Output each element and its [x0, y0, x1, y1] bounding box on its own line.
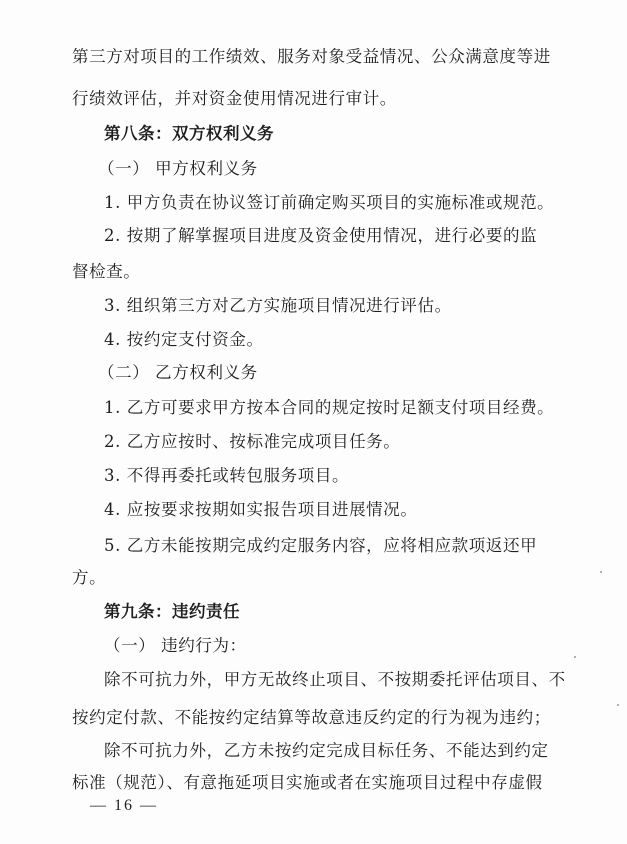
list-item: 4. 按约定支付资金。 — [104, 330, 264, 349]
list-item: 1. 乙方可要求甲方按本合同的规定按时足额支付项目经费。 — [104, 398, 555, 417]
subsection-heading: （一） 甲方权利义务 — [98, 159, 258, 178]
body-text-line: 行绩效评估，并对资金使用情况进行审计。 — [72, 89, 397, 108]
list-item: 2. 按期了解掌握项目进度及资金使用情况，进行必要的监 — [104, 226, 538, 245]
body-text-line: 除不可抗力外，甲方无故终止项目、不按期委托评估项目、不 — [104, 670, 566, 689]
list-item: 2. 乙方应按时、按标准完成项目任务。 — [104, 432, 401, 451]
subsection-heading: （二） 乙方权利义务 — [98, 363, 258, 382]
scan-speck — [600, 571, 602, 573]
body-text-line: 除不可抗力外，乙方未按约定完成目标任务、不能达到约定 — [104, 741, 549, 760]
list-item: 3. 组织第三方对乙方实施项目情况进行评估。 — [104, 296, 452, 315]
article-8-heading: 第八条：双方权利义务 — [104, 124, 274, 143]
subsection-heading: （一） 违约行为： — [104, 636, 247, 655]
scan-speck — [574, 656, 576, 658]
list-item: 3. 不得再委托或转包服务项目。 — [104, 466, 350, 485]
body-text-line: 督检查。 — [72, 262, 141, 281]
body-text-line: 方。 — [72, 568, 107, 587]
body-text-line: 按约定付款、不能按约定结算等故意违反约定的行为视为违约； — [72, 708, 551, 727]
list-item: 5. 乙方未能按期完成约定服务内容，应将相应款项返还甲 — [104, 536, 538, 555]
list-item: 1. 甲方负责在协议签订前确定购买项目的实施标准或规范。 — [104, 193, 555, 212]
body-text-line: 标准（规范）、有意拖延项目实施或者在实施项目过程中存虚假 — [72, 773, 543, 792]
list-item: 4. 应按要求按期如实报告项目进展情况。 — [104, 500, 418, 519]
page-number: — 16 — — [90, 797, 158, 814]
article-9-heading: 第九条：违约责任 — [104, 602, 240, 621]
body-text-line: 第三方对项目的工作绩效、服务对象受益情况、公众满意度等进 — [72, 47, 551, 66]
scan-speck — [617, 704, 619, 706]
